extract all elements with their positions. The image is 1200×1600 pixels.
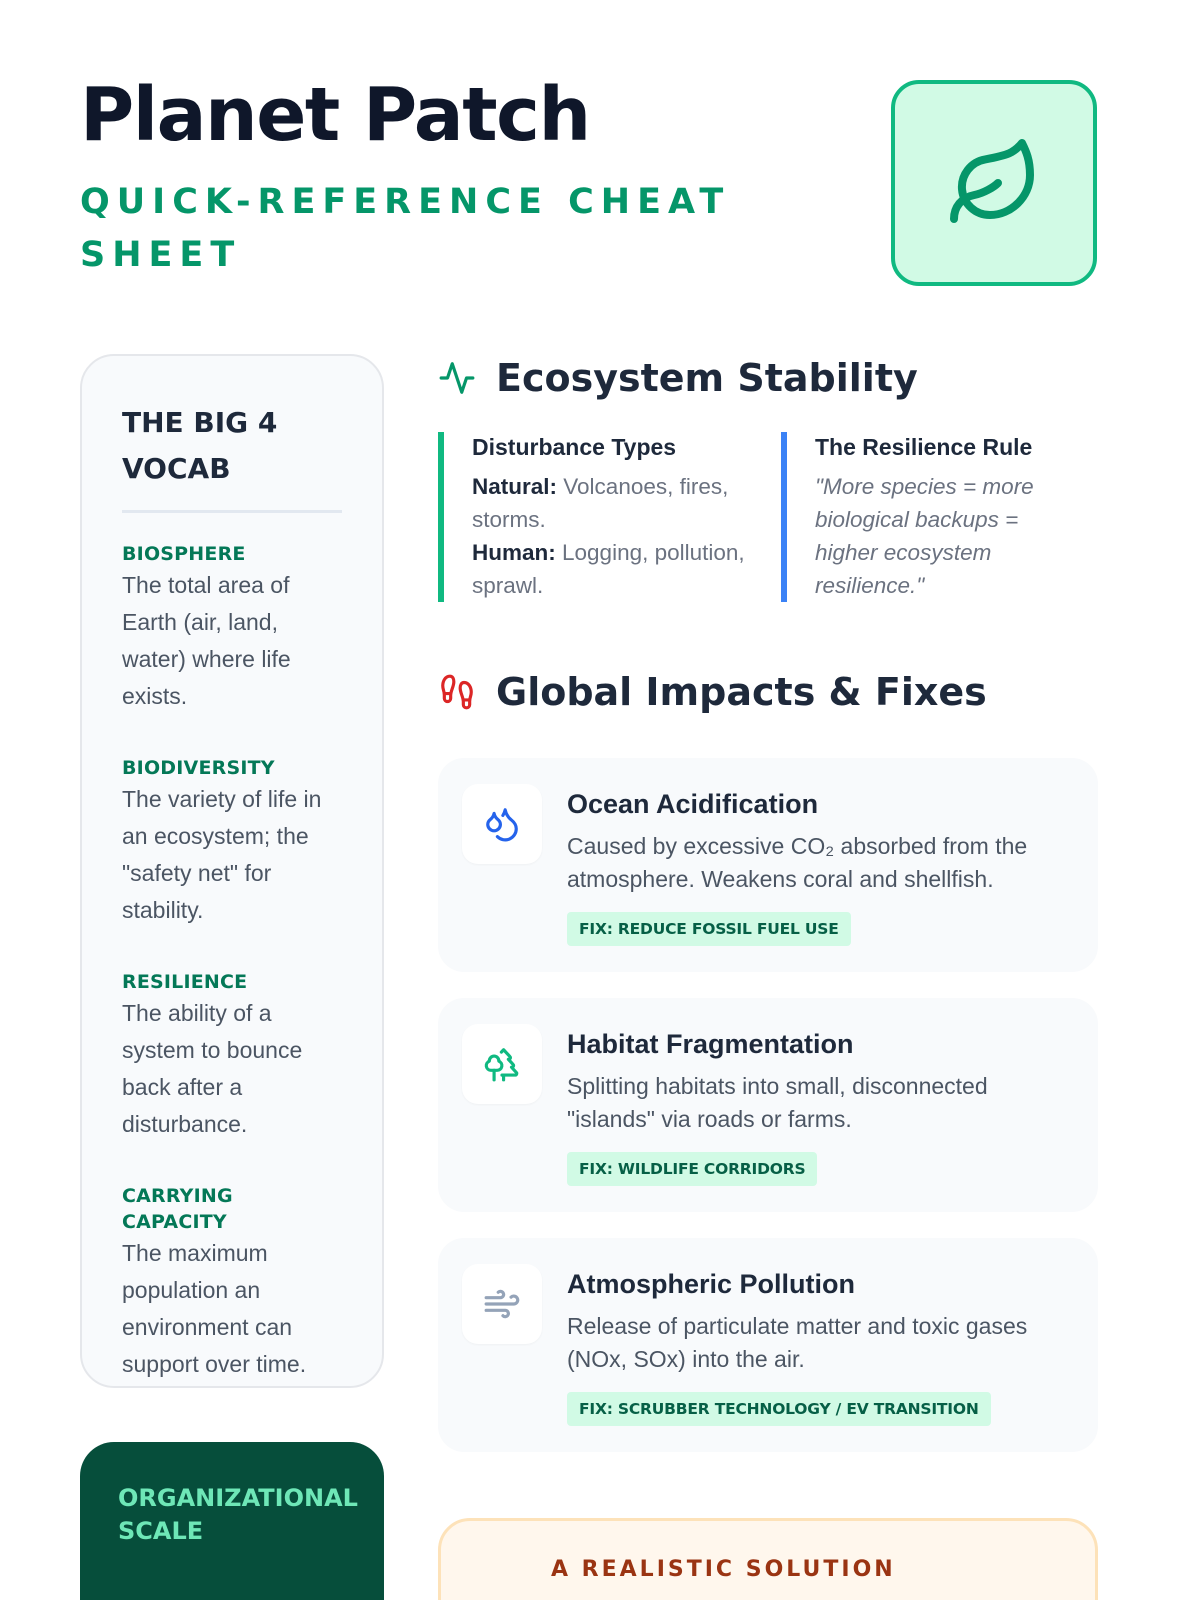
vocab-definition: The total area of Earth (air, land, water) where life exists. bbox=[122, 572, 291, 709]
activity-icon bbox=[438, 359, 476, 397]
fix-badge: FIX: REDUCE FOSSIL FUEL USE bbox=[567, 912, 851, 946]
fix-badge: FIX: SCRUBBER TECHNOLOGY / EV TRANSITION bbox=[567, 1392, 991, 1426]
vocab-term: CARRYING CAPACITY bbox=[122, 1185, 233, 1233]
vocab-item bbox=[122, 541, 342, 715]
page-subtitle: QUICK-REFERENCE CHEAT SHEET bbox=[80, 182, 731, 275]
impact-card bbox=[438, 998, 1098, 1212]
stability-section-header bbox=[438, 356, 918, 400]
droplets-icon bbox=[483, 805, 521, 843]
vocab-heading: THE BIG 4 VOCAB bbox=[122, 400, 342, 513]
impact-body bbox=[567, 1026, 1077, 1186]
impact-title: Atmospheric Pollution bbox=[567, 1269, 856, 1299]
impact-body bbox=[567, 786, 1077, 946]
stability-title: Ecosystem Stability bbox=[496, 356, 918, 400]
impact-description: Caused by excessive CO₂ absorbed from the atmosphere. Weakens coral and shellfish. bbox=[567, 833, 1028, 892]
footprints-icon bbox=[438, 673, 476, 711]
org-scale-title: ORGANIZATIONAL SCALE bbox=[118, 1484, 358, 1545]
impact-icon-box bbox=[462, 1264, 542, 1344]
solution-card bbox=[438, 1518, 1098, 1600]
vocab-term: BIODIVERSITY bbox=[122, 757, 275, 779]
natural-text: Volcanoes, fires, storms. bbox=[472, 474, 729, 532]
impact-description: Splitting habitats into small, disconnected "islands" via roads or farms. bbox=[567, 1073, 988, 1132]
impact-icon-box bbox=[462, 784, 542, 864]
logo-badge bbox=[891, 80, 1097, 286]
impact-body bbox=[567, 1266, 1077, 1426]
resilience-quote: "More species = more biological backups = higher ecosystem resilience." bbox=[815, 474, 1034, 598]
natural-label: Natural: bbox=[472, 474, 558, 499]
page-title: Planet Patch bbox=[80, 72, 590, 158]
resilience-rule-panel bbox=[781, 432, 1071, 602]
resilience-title: The Resilience Rule bbox=[815, 434, 1033, 460]
human-disturbance bbox=[472, 536, 758, 602]
impacts-title: Global Impacts & Fixes bbox=[496, 670, 987, 714]
vocab-definition: The maximum population an environment can support over time. bbox=[122, 1240, 307, 1377]
vocab-item bbox=[122, 755, 342, 929]
vocab-term: RESILIENCE bbox=[122, 971, 248, 993]
vocab-term: BIOSPHERE bbox=[122, 543, 246, 565]
impact-title: Habitat Fragmentation bbox=[567, 1029, 854, 1059]
human-text: Logging, pollution, sprawl. bbox=[472, 540, 745, 598]
impact-card bbox=[438, 1238, 1098, 1452]
trees-icon bbox=[483, 1045, 521, 1083]
impact-icon-box bbox=[462, 1024, 542, 1104]
disturbance-types-panel bbox=[438, 432, 758, 602]
fix-badge: FIX: WILDLIFE CORRIDORS bbox=[567, 1152, 817, 1186]
wind-icon bbox=[483, 1285, 521, 1323]
leaf-icon bbox=[946, 135, 1042, 231]
solution-title: A REALISTIC SOLUTION bbox=[551, 1557, 896, 1582]
disturbance-title: Disturbance Types bbox=[472, 434, 677, 460]
human-label: Human: bbox=[472, 540, 556, 565]
impact-description: Release of particulate matter and toxic gases (NOx, SOx) into the air. bbox=[567, 1313, 1028, 1372]
natural-disturbance bbox=[472, 470, 758, 536]
vocab-item bbox=[122, 1183, 342, 1383]
vocab-definition: The variety of life in an ecosystem; the "safety net" for stability. bbox=[122, 786, 322, 923]
vocab-item bbox=[122, 969, 342, 1143]
impact-title: Ocean Acidification bbox=[567, 789, 819, 819]
vocab-card bbox=[80, 354, 384, 1388]
vocab-definition: The ability of a system to bounce back after a disturbance. bbox=[122, 1000, 303, 1137]
impacts-section-header bbox=[438, 670, 987, 714]
impact-card bbox=[438, 758, 1098, 972]
org-scale-card bbox=[80, 1442, 384, 1600]
